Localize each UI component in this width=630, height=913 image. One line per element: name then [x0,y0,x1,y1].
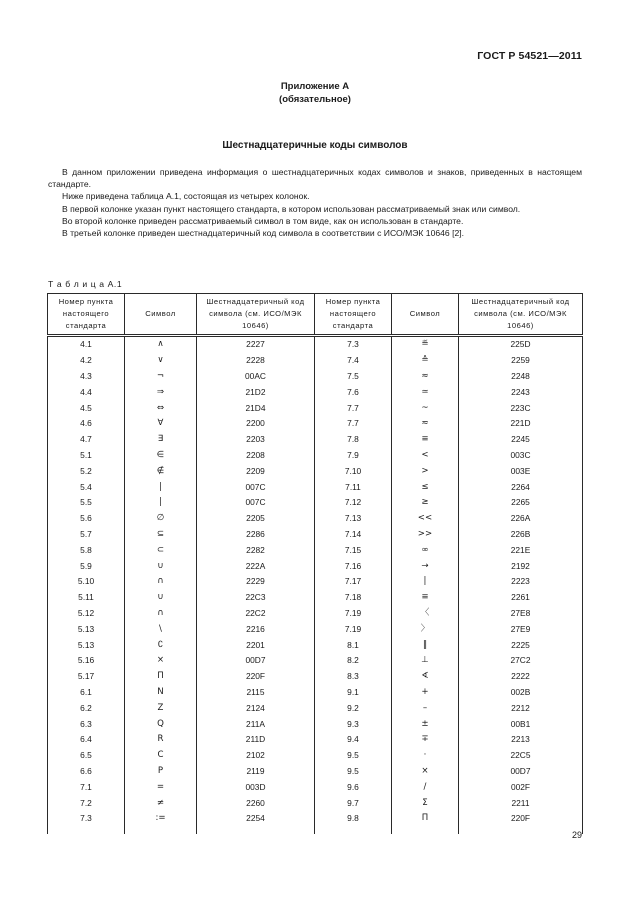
row-item-right: 9.8 [315,811,392,827]
row-symbol-left: ∉ [125,463,197,479]
table-row [48,369,583,385]
row-item-right: 7.18 [315,590,392,606]
table-row [48,606,583,622]
row-symbol-left: | [125,479,197,495]
row-code-right: 2261 [459,590,583,606]
table-row [48,495,583,511]
row-code-left: 2260 [197,795,315,811]
table-row [48,653,583,669]
row-symbol-left: Q [125,716,197,732]
row-code-left: 2124 [197,700,315,716]
row-code-right: 2264 [459,479,583,495]
table-row [48,685,583,701]
row-code-left: 220F [197,669,315,685]
row-symbol-left: ∩ [125,574,197,590]
row-symbol-left: | [125,495,197,511]
table-tail-cell [315,827,392,834]
row-symbol-left: N [125,685,197,701]
row-item-left: 5.8 [48,542,125,558]
row-symbol-left: ∁ [125,637,197,653]
table-row [48,511,583,527]
symbol-code-table [47,293,583,834]
row-symbol-left: Π [125,669,197,685]
row-code-right: 2225 [459,637,583,653]
table-row [48,336,583,353]
row-item-right: 7.4 [315,353,392,369]
row-symbol-right: ≈ [392,369,459,385]
row-symbol-right: < [392,448,459,464]
row-symbol-left: ∩ [125,606,197,622]
row-code-left: 2203 [197,432,315,448]
row-symbol-left: ∪ [125,558,197,574]
row-item-right: 7.19 [315,606,392,622]
row-item-right: 9.4 [315,732,392,748]
row-symbol-right: ∓ [392,732,459,748]
row-code-right: 2265 [459,495,583,511]
row-item-right: 7.3 [315,336,392,353]
row-item-right: 7.6 [315,384,392,400]
row-item-right: 7.14 [315,527,392,543]
row-code-left: 22C3 [197,590,315,606]
row-item-left: 5.7 [48,527,125,543]
header-item-right: Номер пункта настоящего стандарта [315,294,392,336]
table-tail-row [48,827,583,834]
row-symbol-left: ∅ [125,511,197,527]
row-symbol-right: ≙ [392,353,459,369]
appendix-heading [0,80,630,106]
row-code-left: 211D [197,732,315,748]
row-code-right: 225D [459,336,583,353]
header-code-left: Шестнадцатеричный код символа (см. ИСО/МЭК 10646) [197,294,315,336]
row-symbol-left: ∀ [125,416,197,432]
table-label: Т а б л и ц а А.1 [48,279,123,289]
row-symbol-right: >> [392,527,459,543]
row-code-left: 21D4 [197,400,315,416]
row-code-left: 2228 [197,353,315,369]
appendix-title: Приложение А [280,81,350,92]
table-row [48,811,583,827]
row-code-left: 2216 [197,621,315,637]
intro-text [48,166,582,239]
row-symbol-right: Σ [392,795,459,811]
row-code-left: 2208 [197,448,315,464]
row-item-left: 6.5 [48,748,125,764]
row-item-right: 7.9 [315,448,392,464]
table-row [48,590,583,606]
row-item-left: 4.1 [48,336,125,353]
row-item-left: 5.10 [48,574,125,590]
row-symbol-right: 〈 [392,606,459,622]
row-item-right: 7.15 [315,542,392,558]
table-row [48,448,583,464]
row-item-left: 5.5 [48,495,125,511]
row-symbol-left: = [125,779,197,795]
row-item-left: 6.4 [48,732,125,748]
row-code-right: 2223 [459,574,583,590]
row-symbol-left: := [125,811,197,827]
row-code-right: 2245 [459,432,583,448]
row-code-right: 2192 [459,558,583,574]
row-code-left: 2102 [197,748,315,764]
table-row [48,432,583,448]
row-item-right: 7.16 [315,558,392,574]
row-symbol-right: ≡ [392,432,459,448]
row-symbol-right: · [392,748,459,764]
intro-paragraph: В первой колонке указан пункт настоящего стандарта, в котором использован рассматриваемый знак или символ. [62,203,521,214]
intro-paragraph: Ниже приведена таблица А.1, состоящая из четырех колонок. [62,191,310,202]
row-item-left: 6.2 [48,700,125,716]
row-code-left: 00AC [197,369,315,385]
row-code-right: 226B [459,527,583,543]
table-row [48,558,583,574]
row-symbol-left: P [125,764,197,780]
row-code-right: 2212 [459,700,583,716]
table-row [48,384,583,400]
table-row [48,621,583,637]
row-symbol-left: C [125,748,197,764]
row-item-left: 4.2 [48,353,125,369]
row-item-right: 7.8 [315,432,392,448]
row-code-right: 002F [459,779,583,795]
row-code-right: 2248 [459,369,583,385]
row-code-left: 007C [197,479,315,495]
table-row [48,700,583,716]
row-item-right: 7.11 [315,479,392,495]
row-symbol-left: Z [125,700,197,716]
row-item-left: 7.3 [48,811,125,827]
row-item-right: 9.1 [315,685,392,701]
header-symbol-right: Символ [392,294,459,336]
table-tail-cell [197,827,315,834]
page-number: 29 [571,830,582,840]
header-item-left: Номер пункта настоящего стандарта [48,294,125,336]
row-item-right: 9.3 [315,716,392,732]
row-code-left: 211A [197,716,315,732]
row-symbol-right: ‖ [392,637,459,653]
row-item-right: 9.5 [315,764,392,780]
row-symbol-left: ⊆ [125,527,197,543]
row-item-left: 5.4 [48,479,125,495]
row-item-right: 8.1 [315,637,392,653]
table-row [48,637,583,653]
row-code-left: 2119 [197,764,315,780]
row-code-left: 2201 [197,637,315,653]
row-symbol-right: ∞ [392,542,459,558]
table-row [48,779,583,795]
row-item-left: 5.11 [48,590,125,606]
row-item-left: 6.1 [48,685,125,701]
table-row [48,542,583,558]
row-item-left: 7.1 [48,779,125,795]
row-symbol-left: ⇔ [125,400,197,416]
row-symbol-right: × [392,764,459,780]
row-item-right: 7.17 [315,574,392,590]
row-code-left: 2209 [197,463,315,479]
table-tail-cell [48,827,125,834]
row-code-left: 2229 [197,574,315,590]
row-item-left: 5.9 [48,558,125,574]
row-code-right: 2211 [459,795,583,811]
row-code-left: 2200 [197,416,315,432]
row-code-left: 22C2 [197,606,315,622]
row-code-left: 007C [197,495,315,511]
row-symbol-right: ≂ [392,416,459,432]
row-code-right: 2259 [459,353,583,369]
row-code-right: 2243 [459,384,583,400]
row-item-right: 7.13 [315,511,392,527]
row-item-left: 5.2 [48,463,125,479]
row-code-right: 22C5 [459,748,583,764]
row-symbol-left: ∈ [125,448,197,464]
row-code-right: 00D7 [459,764,583,780]
row-symbol-left: ¬ [125,369,197,385]
row-code-right: 002B [459,685,583,701]
row-symbol-left: ∃ [125,432,197,448]
row-code-left: 2227 [197,336,315,353]
row-symbol-right: → [392,558,459,574]
row-code-left: 00D7 [197,653,315,669]
row-symbol-left: × [125,653,197,669]
row-code-right: 27E9 [459,621,583,637]
row-code-right: 27E8 [459,606,583,622]
row-symbol-right: << [392,511,459,527]
row-item-left: 5.13 [48,621,125,637]
row-symbol-right: ≃ [392,384,459,400]
row-code-left: 2282 [197,542,315,558]
row-item-right: 7.7 [315,400,392,416]
row-symbol-right: 〉 [392,621,459,637]
document-code: ГОСТ Р 54521—2011 [477,50,582,62]
row-code-right: 226A [459,511,583,527]
table-tail-cell [459,827,583,834]
row-item-left: 6.3 [48,716,125,732]
row-symbol-left: ∨ [125,353,197,369]
row-code-right: 2213 [459,732,583,748]
row-item-right: 9.6 [315,779,392,795]
row-symbol-right: ∢ [392,669,459,685]
row-item-left: 4.4 [48,384,125,400]
table-row [48,716,583,732]
row-code-left: 21D2 [197,384,315,400]
row-symbol-right: – [392,700,459,716]
table-header-row [48,294,583,336]
row-symbol-right: ≤ [392,479,459,495]
row-code-left: 2254 [197,811,315,827]
table-row [48,463,583,479]
row-item-left: 4.6 [48,416,125,432]
row-item-left: 5.6 [48,511,125,527]
row-item-left: 4.7 [48,432,125,448]
row-item-right: 9.2 [315,700,392,716]
row-item-right: 7.12 [315,495,392,511]
row-item-right: 8.2 [315,653,392,669]
row-item-right: 9.7 [315,795,392,811]
row-symbol-right: Π [392,811,459,827]
row-symbol-right: + [392,685,459,701]
row-symbol-right: > [392,463,459,479]
table-row [48,416,583,432]
row-symbol-right: | [392,574,459,590]
intro-paragraph: Во второй колонке приведен рассматриваемый символ в том виде, как он использован в стандарте. [62,215,464,226]
intro-paragraph: В третьей колонке приведен шестнадцатеричный код символа в соответствии с ИСО/МЭК 10646 [2]. [62,228,465,239]
table-tail-cell [392,827,459,834]
row-symbol-right: ⊥ [392,653,459,669]
table-tail-cell [125,827,197,834]
row-symbol-right: / [392,779,459,795]
row-code-right: 2222 [459,669,583,685]
table-row [48,764,583,780]
row-code-right: 003C [459,448,583,464]
row-item-left: 5.13 [48,637,125,653]
header-code-right: Шестнадцатеричный код символа (см. ИСО/МЭК 10646) [459,294,583,336]
row-code-right: 221E [459,542,583,558]
row-symbol-left: ∧ [125,336,197,353]
table-row [48,353,583,369]
row-item-right: 7.10 [315,463,392,479]
row-code-right: 223C [459,400,583,416]
row-symbol-left: ⇒ [125,384,197,400]
row-item-left: 7.2 [48,795,125,811]
row-code-left: 2115 [197,685,315,701]
section-title: Шестнадцатеричные коды символов [222,140,408,151]
row-symbol-right: ≡ [392,590,459,606]
row-item-right: 7.5 [315,369,392,385]
row-item-right: 7.19 [315,621,392,637]
row-item-left: 5.17 [48,669,125,685]
row-code-left: 222A [197,558,315,574]
row-code-left: 2205 [197,511,315,527]
row-item-right: 8.3 [315,669,392,685]
row-symbol-right: ~ [392,400,459,416]
row-item-left: 6.6 [48,764,125,780]
row-code-right: 27C2 [459,653,583,669]
row-item-left: 5.1 [48,448,125,464]
table-row [48,527,583,543]
row-code-right: 00B1 [459,716,583,732]
table-row [48,795,583,811]
appendix-status: (обязательное) [279,94,351,105]
row-symbol-left: ∪ [125,590,197,606]
row-code-right: 003E [459,463,583,479]
row-item-left: 4.3 [48,369,125,385]
row-code-left: 2286 [197,527,315,543]
row-symbol-left: \ [125,621,197,637]
row-symbol-right: ≥ [392,495,459,511]
table-row [48,669,583,685]
row-code-right: 220F [459,811,583,827]
intro-paragraph: В данном приложении приведена информация о шестнадцатеричных кодах символов и знаков, приведенных в настоящем стандарте. [48,167,582,190]
table-row [48,748,583,764]
row-item-left: 5.16 [48,653,125,669]
row-item-left: 4.5 [48,400,125,416]
row-item-left: 5.12 [48,606,125,622]
header-symbol-left: Символ [125,294,197,336]
row-symbol-left: ⊂ [125,542,197,558]
row-symbol-right: ± [392,716,459,732]
row-symbol-right: ≝ [392,336,459,353]
row-symbol-left: R [125,732,197,748]
row-code-left: 003D [197,779,315,795]
table-row [48,732,583,748]
table-row [48,400,583,416]
row-item-right: 9.5 [315,748,392,764]
table-row [48,479,583,495]
row-symbol-left: ≠ [125,795,197,811]
row-item-right: 7.7 [315,416,392,432]
row-code-right: 221D [459,416,583,432]
table-body [48,336,583,834]
symbol-code-table-container [47,293,582,834]
table-row [48,574,583,590]
